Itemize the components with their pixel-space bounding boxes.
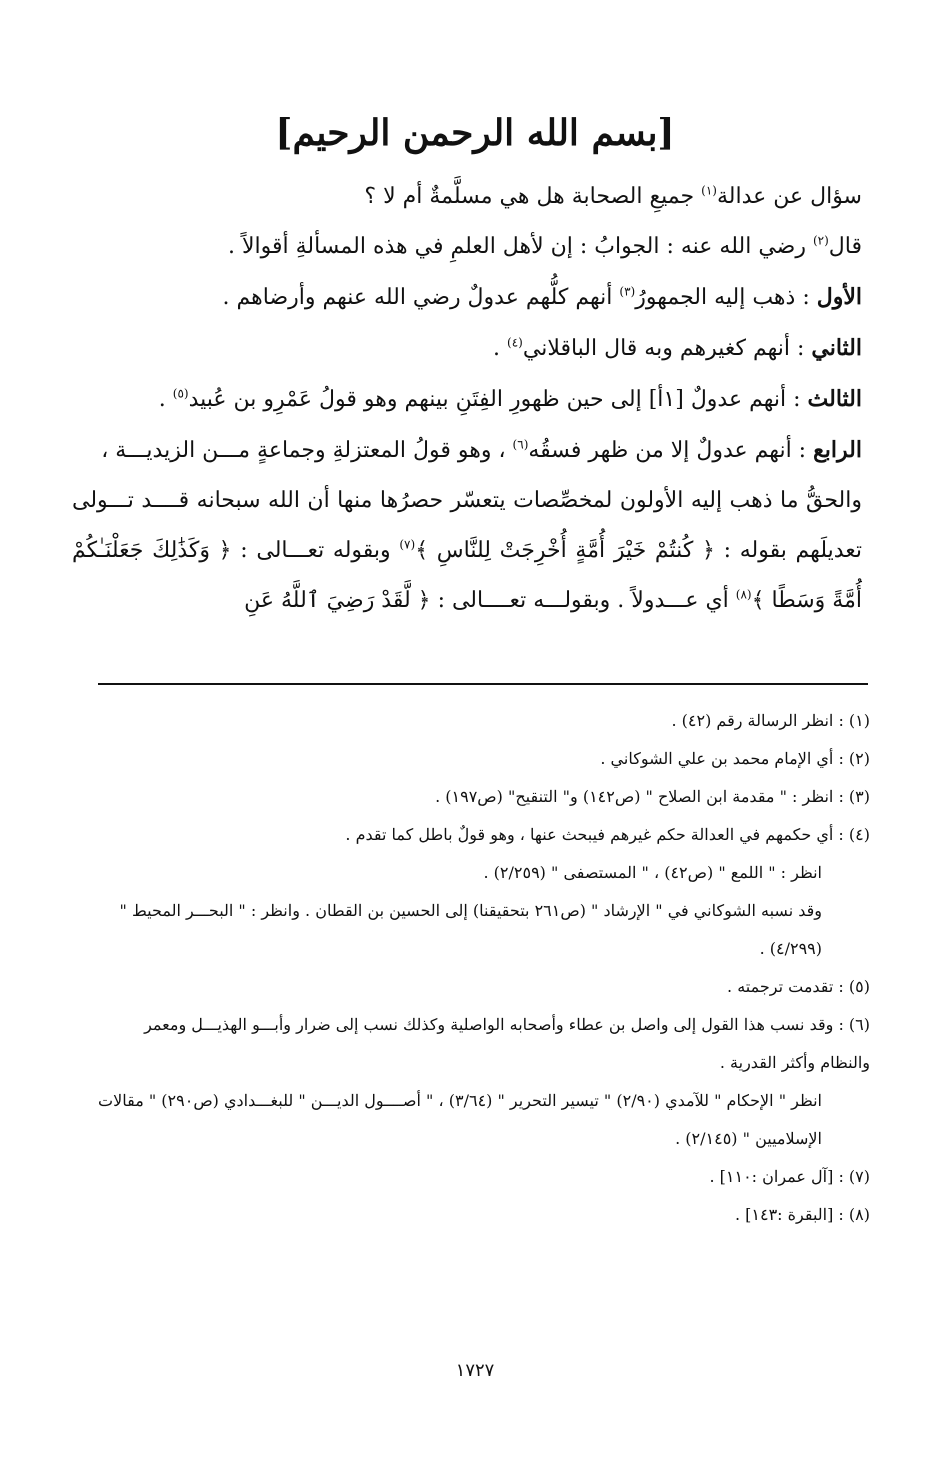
footnote-ref-5[interactable]: (٥) xyxy=(172,386,189,401)
first-opinion-line xyxy=(72,272,862,323)
first-opinion-heading: الأول xyxy=(816,284,862,310)
third-opinion-line xyxy=(72,374,862,425)
footnotes xyxy=(95,702,870,1234)
footnote-ref-2[interactable]: (٢) xyxy=(812,233,829,248)
footnote-ref-1[interactable]: (١) xyxy=(701,183,717,198)
page-number: ١٧٢٧ xyxy=(455,1360,495,1381)
footnote-4: (٤) : أي حكمهم في العدالة حكم غيرهم فيبحث عنها ، وهو قولٌ باطل كما تقدم . xyxy=(345,825,870,844)
footnote-5: (٥) : تقدمت ترجمته . xyxy=(727,977,870,996)
footnote-ref-6[interactable]: (٦) xyxy=(512,437,529,452)
answer-intro: قال xyxy=(828,234,862,259)
question-text: سؤال عن عدالة xyxy=(716,184,862,209)
footnote-6: (٦) : وقد نسب هذا القول إلى واصل بن عطاء وأصحابه الواصلية وكذلك نسب إلى ضرار وأبـــو الهذيـــل ومعمر والنظام وأكثر القدرية . xyxy=(144,1015,870,1072)
footnote-separator xyxy=(98,683,868,685)
footnote-ref-7[interactable]: (٧) xyxy=(399,537,416,552)
second-opinion-text: : أنهم كغيرهم وبه قال الباقلاني xyxy=(522,336,812,361)
main-text xyxy=(72,172,862,626)
fourth-opinion-text: : أنهم عدولٌ إلا من ظهر فسقُه xyxy=(528,438,814,463)
footnote-ref-4[interactable]: (٤) xyxy=(507,335,523,350)
footnote-ref-3[interactable]: (٣) xyxy=(619,284,636,299)
second-opinion-text-rest: . xyxy=(493,336,508,361)
footnote-3: (٣) : انظر : " مقدمة ابن الصلاح " (ص١٤٢) و" التنقيح" (ص١٩٧) . xyxy=(435,787,870,806)
conclusion-text: والحقُّ ما ذهب إليه الأولون لمخصِّصات يتعسّر حصرُها منها أن الله سبحانه قــــد تـــولى تعديلَهم بقوله : ﴿ كُنتُمْ خَيْرَ أُمَّةٍ أُخْرِجَتْ لِلنَّاسِ ﴾ xyxy=(72,488,863,563)
conclusion-paragraph xyxy=(72,476,862,626)
third-opinion-text-rest: . xyxy=(158,387,173,412)
question-text-rest: جميعِ الصحابة هل هي مسلَّمةٌ أم لا ؟ xyxy=(364,184,702,209)
fourth-opinion-line xyxy=(72,425,862,476)
first-opinion-text-rest: أنهم كلُّهم عدولٌ رضي الله عنهم وأرضاهم . xyxy=(222,285,620,310)
answer-intro-line xyxy=(72,222,862,272)
footnote-2: (٢) : أي الإمام محمد بن علي الشوكاني . xyxy=(600,749,870,768)
footnote-4-reference: انظر : " اللمع " (ص٤٢) ، " المستصفى " (٢/٢٥٩) . xyxy=(483,863,822,882)
fourth-opinion-heading: الرابع xyxy=(813,437,862,463)
third-opinion-heading: الثالث xyxy=(807,386,862,412)
conclusion-text-end: أي عـــدولاً . وبقولـــه تعــــالى : ﴿ لَّقَدْ رَضِيَ ٱللَّهُ عَنِ xyxy=(244,588,736,613)
footnote-ref-8[interactable]: (٨) xyxy=(735,587,752,602)
second-opinion-heading: الثاني xyxy=(811,335,862,361)
first-opinion-text: : ذهب إليه الجمهورُ xyxy=(635,285,817,310)
conclusion-text-middle: وبقوله تعـــالى : ﴿ وَكَذَٰلِكَ جَعَلْنَـٰكُمْ أُمَّةً وَسَطًا ﴾ xyxy=(72,538,862,613)
question-line xyxy=(72,172,862,222)
footnote-8: (٨) : [البقرة :١٤٣] . xyxy=(734,1205,870,1224)
footnote-4-attribution: وقد نسبه الشوكاني في " الإرشاد " (ص٢٦١ بتحقيقنا) إلى الحسين بن القطان . وانظر : " البحـــر المحيط " (٤/٢٩٩) . xyxy=(119,901,822,958)
second-opinion-line xyxy=(72,323,862,374)
footnote-7: (٧) : [آل عمران :١١٠] . xyxy=(709,1167,870,1186)
footnote-1: (١) : انظر الرسالة رقم (٤٢) . xyxy=(671,711,870,730)
fourth-opinion-text-rest: ، وهو قولُ المعتزلةِ وجماعةٍ مـــن الزيديـــة ، xyxy=(101,438,513,463)
answer-intro-rest: رضي الله عنه : الجوابُ : إن لأهل العلمِ في هذه المسألةِ أقوالاً . xyxy=(227,234,813,259)
third-opinion-text: : أنهم عدولٌ [١أ] إلى حين ظهورِ الفِتَنِ بينهم وهو قولُ عَمْرِو بن عُبيد xyxy=(188,387,808,412)
footnote-6-reference: انظر " الإحكام " للآمدي (٢/٩٠) " تيسير التحرير " (٣/٦٤) ، " أصــــول الديـــن " للبغـــدادي (ص٢٩٠) " مقالات الإسلاميين " (٢/١٤٥) . xyxy=(98,1091,822,1148)
page-title: [بسم الله الرحمن الرحيم] xyxy=(275,112,675,154)
